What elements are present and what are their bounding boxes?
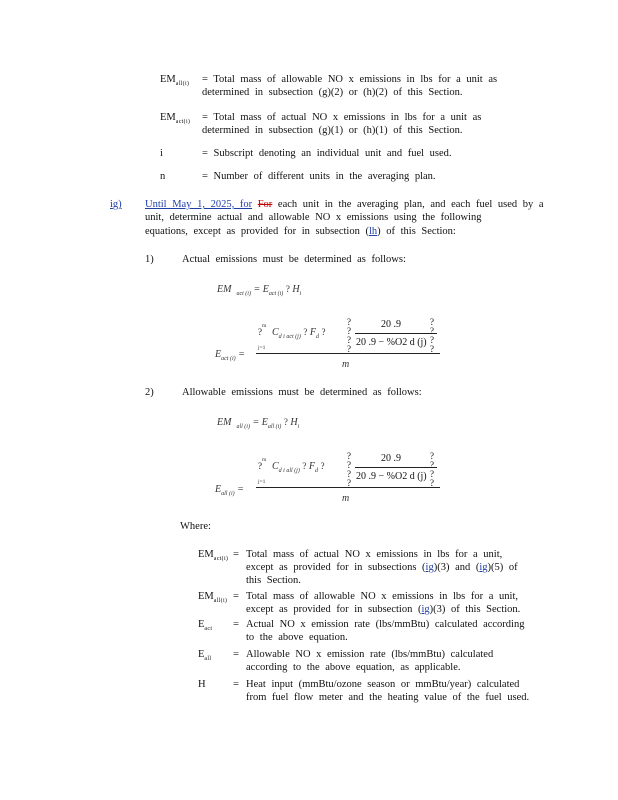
eq-allow-lhs: $E_{all (i)}$ = xyxy=(215,484,244,497)
eq-actual-main-line xyxy=(256,353,440,354)
eq-allow-simple: EM $_{all (i)} = E_{all (i)}$ ? $H_i$ xyxy=(217,417,300,430)
bdef-eq-h: = xyxy=(233,679,239,690)
eq-actual-sum-symbol: ? xyxy=(258,327,262,337)
eq-actual-bracket-right: ? ? ? ? xyxy=(430,317,434,354)
def-text-i: = Subscript denoting an individual unit and fuel used. xyxy=(202,148,452,159)
eq-allow-bracket-right: ? ? ? ? xyxy=(430,451,434,488)
bdef-text-em-act: Total mass of actual NO x emissions in lbs for a unit, except as provided for in subsections (ig)(3) and (ig)(5) of this Section. xyxy=(246,549,518,586)
para-g-line3: equations, except as provided for in subsection (lh) of this Section: xyxy=(145,226,456,237)
def-term-i: i xyxy=(160,148,163,159)
bdef-text-e-act: Actual NO x emission rate (lbs/mmBtu) calculated according to the above equation. xyxy=(246,619,525,643)
eq-allow-inner-num: 20 .9 xyxy=(381,453,401,464)
def-term-n: n xyxy=(160,171,166,182)
eq-actual-bracket-left: ? ? ? ? xyxy=(347,317,351,354)
eq-allow-sum-symbol: ? xyxy=(258,461,262,471)
bdef-eq-em-all: = xyxy=(233,591,239,602)
eq-allow-denom: m xyxy=(342,493,350,504)
bdef-text-e-all: Allowable NO x emission rate (lbs/mmBtu) calculated according to the above equation, as applicable. xyxy=(246,649,494,673)
eq-allow-inner-den: 20 .9 − %O2 d (j) xyxy=(356,471,427,482)
bdef-eq-e-all: = xyxy=(233,649,239,660)
item2-text: Allowable emissions must be determined as follows: xyxy=(182,387,422,398)
bdef-term-e-all: $E_{all}$ xyxy=(198,649,212,662)
bdef-eq-e-act: = xyxy=(233,619,239,630)
eq-actual-simple: EM $_{act (i)} = E_{act (i)}$ ? $H_i$ xyxy=(217,284,302,297)
eq-allow-sum-top: m xyxy=(262,457,267,463)
def-term-em-all: $EM_{all(i)}$ xyxy=(160,74,190,87)
where-label: Where: xyxy=(180,521,211,532)
bdef-eq-em-act: = xyxy=(233,549,239,560)
def-text-em-act: = Total mass of actual NO x emissions in lbs for a unit as determined in subsection (g)(1) or (h)(1) of this Section. xyxy=(202,112,482,136)
eq-actual-sum-top: m xyxy=(262,323,267,329)
para-g-line2: unit, determine actual and allowable NO x emissions using the following xyxy=(145,212,482,223)
def-term-em-act: $EM_{act(i)}$ xyxy=(160,112,191,125)
eq-allow-sum-bottom: j=1 xyxy=(258,479,266,485)
eq-allow-bracket-left: ? ? ? ? xyxy=(347,451,351,488)
eq-actual-inner-num: 20 .9 xyxy=(381,319,401,330)
eq-actual-sum-bottom: j=1 xyxy=(258,345,266,351)
def-text-em-all: = Total mass of allowable NO x emissions in lbs for a unit as determined in subsection (g)(2) or (h)(2) of this Section. xyxy=(202,74,498,98)
bdef-term-h: H xyxy=(198,679,206,690)
item1-number: 1) xyxy=(145,254,154,265)
item1-text: Actual emissions must be determined as follows: xyxy=(182,254,406,265)
bdef-term-e-act: $E_{act}$ xyxy=(198,619,213,632)
eq-allow-main-line xyxy=(256,487,440,488)
bdef-term-em-act: $EM_{act(i)}$ xyxy=(198,549,229,562)
eq-actual-product: $C_{d i act (j)}$ ? $F_d$ ? xyxy=(272,327,326,340)
para-marker: ig) xyxy=(110,199,122,210)
bdef-text-h: Heat input (mmBtu/ozone season or mmBtu/year) calculated from fuel flow meter and the heating value of the fuel used. xyxy=(246,679,530,703)
eq-allow-product: $C_{d i all (j)}$ ? $F_d$ ? xyxy=(272,461,325,474)
eq-actual-inner-den: 20 .9 − %O2 d (j) xyxy=(356,337,427,348)
eq-allow-inner-line xyxy=(355,467,437,468)
eq-actual-inner-line xyxy=(355,333,437,334)
bdef-text-em-all: Total mass of allowable NO x emissions in lbs for a unit, except as provided for in subsection (ig)(3) of this Section. xyxy=(246,591,521,615)
para-g-line1: Until May 1, 2025, for For each unit in the averaging plan, and each fuel used by a xyxy=(145,199,544,210)
eq-actual-denom: m xyxy=(342,359,350,370)
eq-actual-lhs: $E_{act (i)}$ = xyxy=(215,349,245,362)
item2-number: 2) xyxy=(145,387,154,398)
def-text-n: = Number of different units in the averaging plan. xyxy=(202,171,436,182)
bdef-term-em-all: $EM_{all(i)}$ xyxy=(198,591,228,604)
